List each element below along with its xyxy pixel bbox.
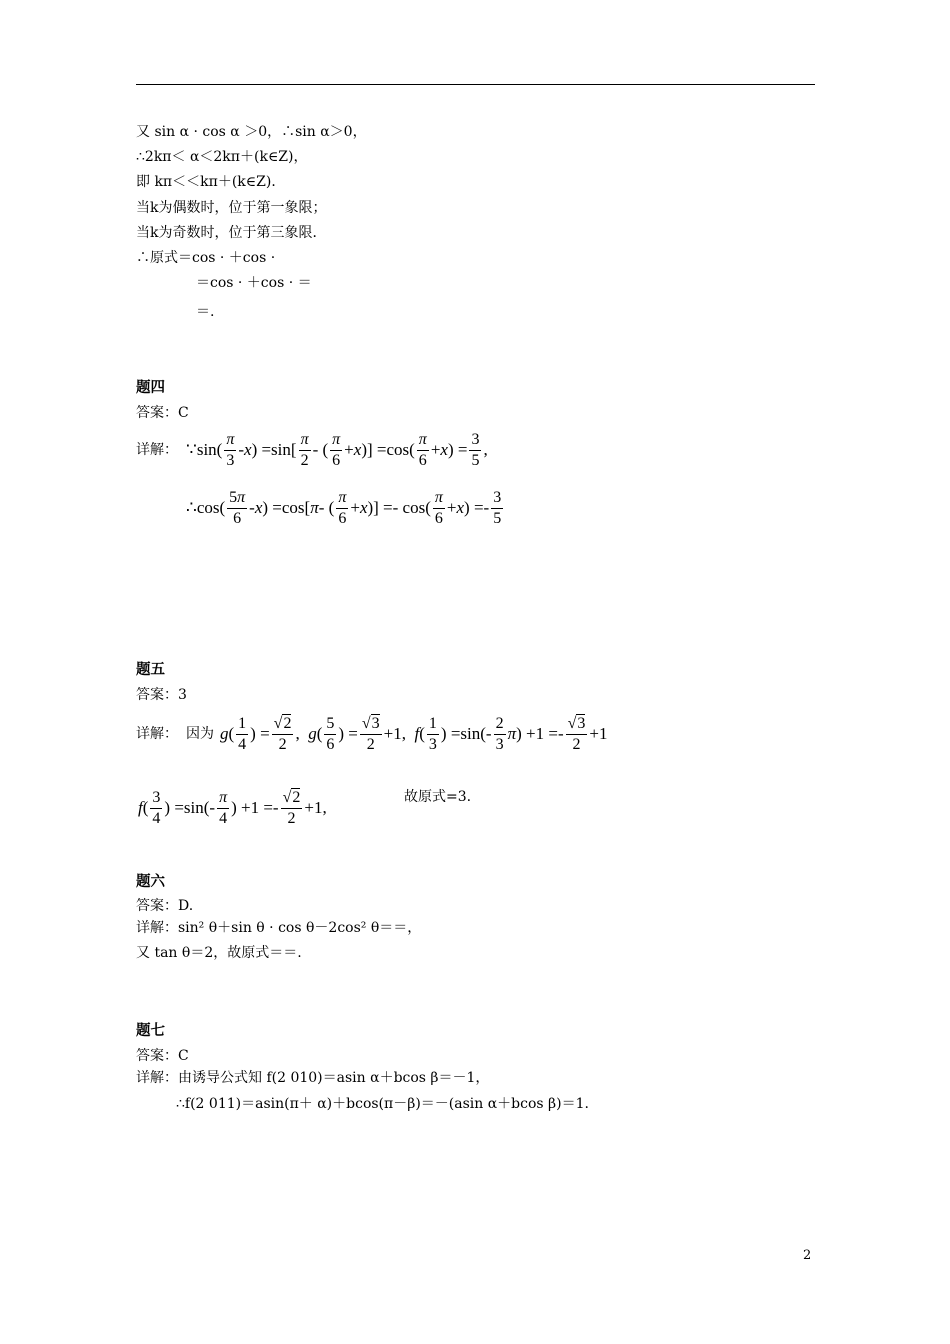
- sec5-answer: 答案：3: [136, 687, 187, 703]
- sec7-title: 题七: [136, 1022, 165, 1039]
- sec3-line-4: 当k为偶数时，位于第一象限；: [136, 200, 327, 216]
- sec3-line-3: 即 kπ＜＜kπ＋(k∈Z)．: [136, 174, 286, 190]
- sec5-because: 因为: [186, 726, 214, 742]
- sec3-line-6: ∴原式＝cos · ＋cos ·: [136, 250, 276, 266]
- sec6-detail: 详解：sin² θ＋sin θ · cos θ－2cos² θ＝＝，: [136, 920, 422, 936]
- sec7-answer: 答案：C: [136, 1048, 189, 1064]
- sec7-detail: 详解：由诱导公式知 f(2 010)＝asin α＋bcos β＝－1，: [136, 1070, 490, 1086]
- sec3-line-8: ＝.: [196, 304, 215, 320]
- sec7-line-2: ∴f(2 011)＝asin(π＋ α)＋bcos(π－β)＝－(asin α＋bcos β)＝1.: [176, 1096, 589, 1112]
- sec5-detail-label: 详解：: [136, 726, 178, 742]
- sec5-conclusion: 故原式=3.: [404, 789, 472, 805]
- sec4-equation-2: ∴ cos( $\frac{5\pi}{6}$ - x ) =cos[ π - ( $\frac{\pi}{6}$ + x )] =- cos( $\frac{\pi}{6}$ + x ) =- $\frac{3}{5}$: [186, 488, 502, 527]
- sec3-line-1: 又 sin α · cos α ＞0，∴sin α＞0，: [136, 124, 367, 140]
- page-number: 2: [803, 1248, 812, 1263]
- sec4-title: 题四: [136, 379, 165, 396]
- sec4-detail-label: 详解：: [136, 442, 178, 458]
- sec6-title: 题六: [136, 873, 165, 890]
- sec3-line-7: ＝cos · ＋cos · ＝: [196, 275, 312, 291]
- because-symbol: ∵: [186, 440, 197, 459]
- sec4-equation-1: ∵ sin( $\frac{\pi}{3}$ - x ) =sin[ $\frac{\pi}{2}$ - ( $\frac{\pi}{6}$ + x )] =cos( $\frac{\pi}{6}$ + x ) = $\frac{3}{5}$ ,: [186, 430, 488, 469]
- therefore-symbol: ∴: [186, 498, 197, 517]
- header-rule: [136, 84, 815, 85]
- sec4-answer: 答案：C: [136, 405, 189, 421]
- sec3-line-2: ∴2kπ＜ α＜2kπ＋(k∈Z)，: [136, 149, 308, 165]
- sec5-equation-1: g ( $\frac{1}{4}$ ) = $\frac{√2}{2}$ , g ( $\frac{5}{6}$ ) = $\frac{√3}{2}$ +1, f ( $\frac{1}{3}$ ) =sin(- $\frac{2}{3}$ π ) +1 =- $\frac{√3}{2}$ +1: [220, 714, 608, 753]
- sec6-answer: 答案：D.: [136, 898, 194, 914]
- sec5-equation-2: f ( $\frac{3}{4}$ ) =sin(- $\frac{\pi}{4}$ ) +1 =- $\frac{√2}{2}$ +1,: [138, 788, 327, 827]
- sec6-line-2: 又 tan θ＝2，故原式＝＝.: [136, 945, 302, 961]
- sec5-title: 题五: [136, 661, 165, 678]
- sec3-line-5: 当k为奇数时，位于第三象限．: [136, 225, 327, 241]
